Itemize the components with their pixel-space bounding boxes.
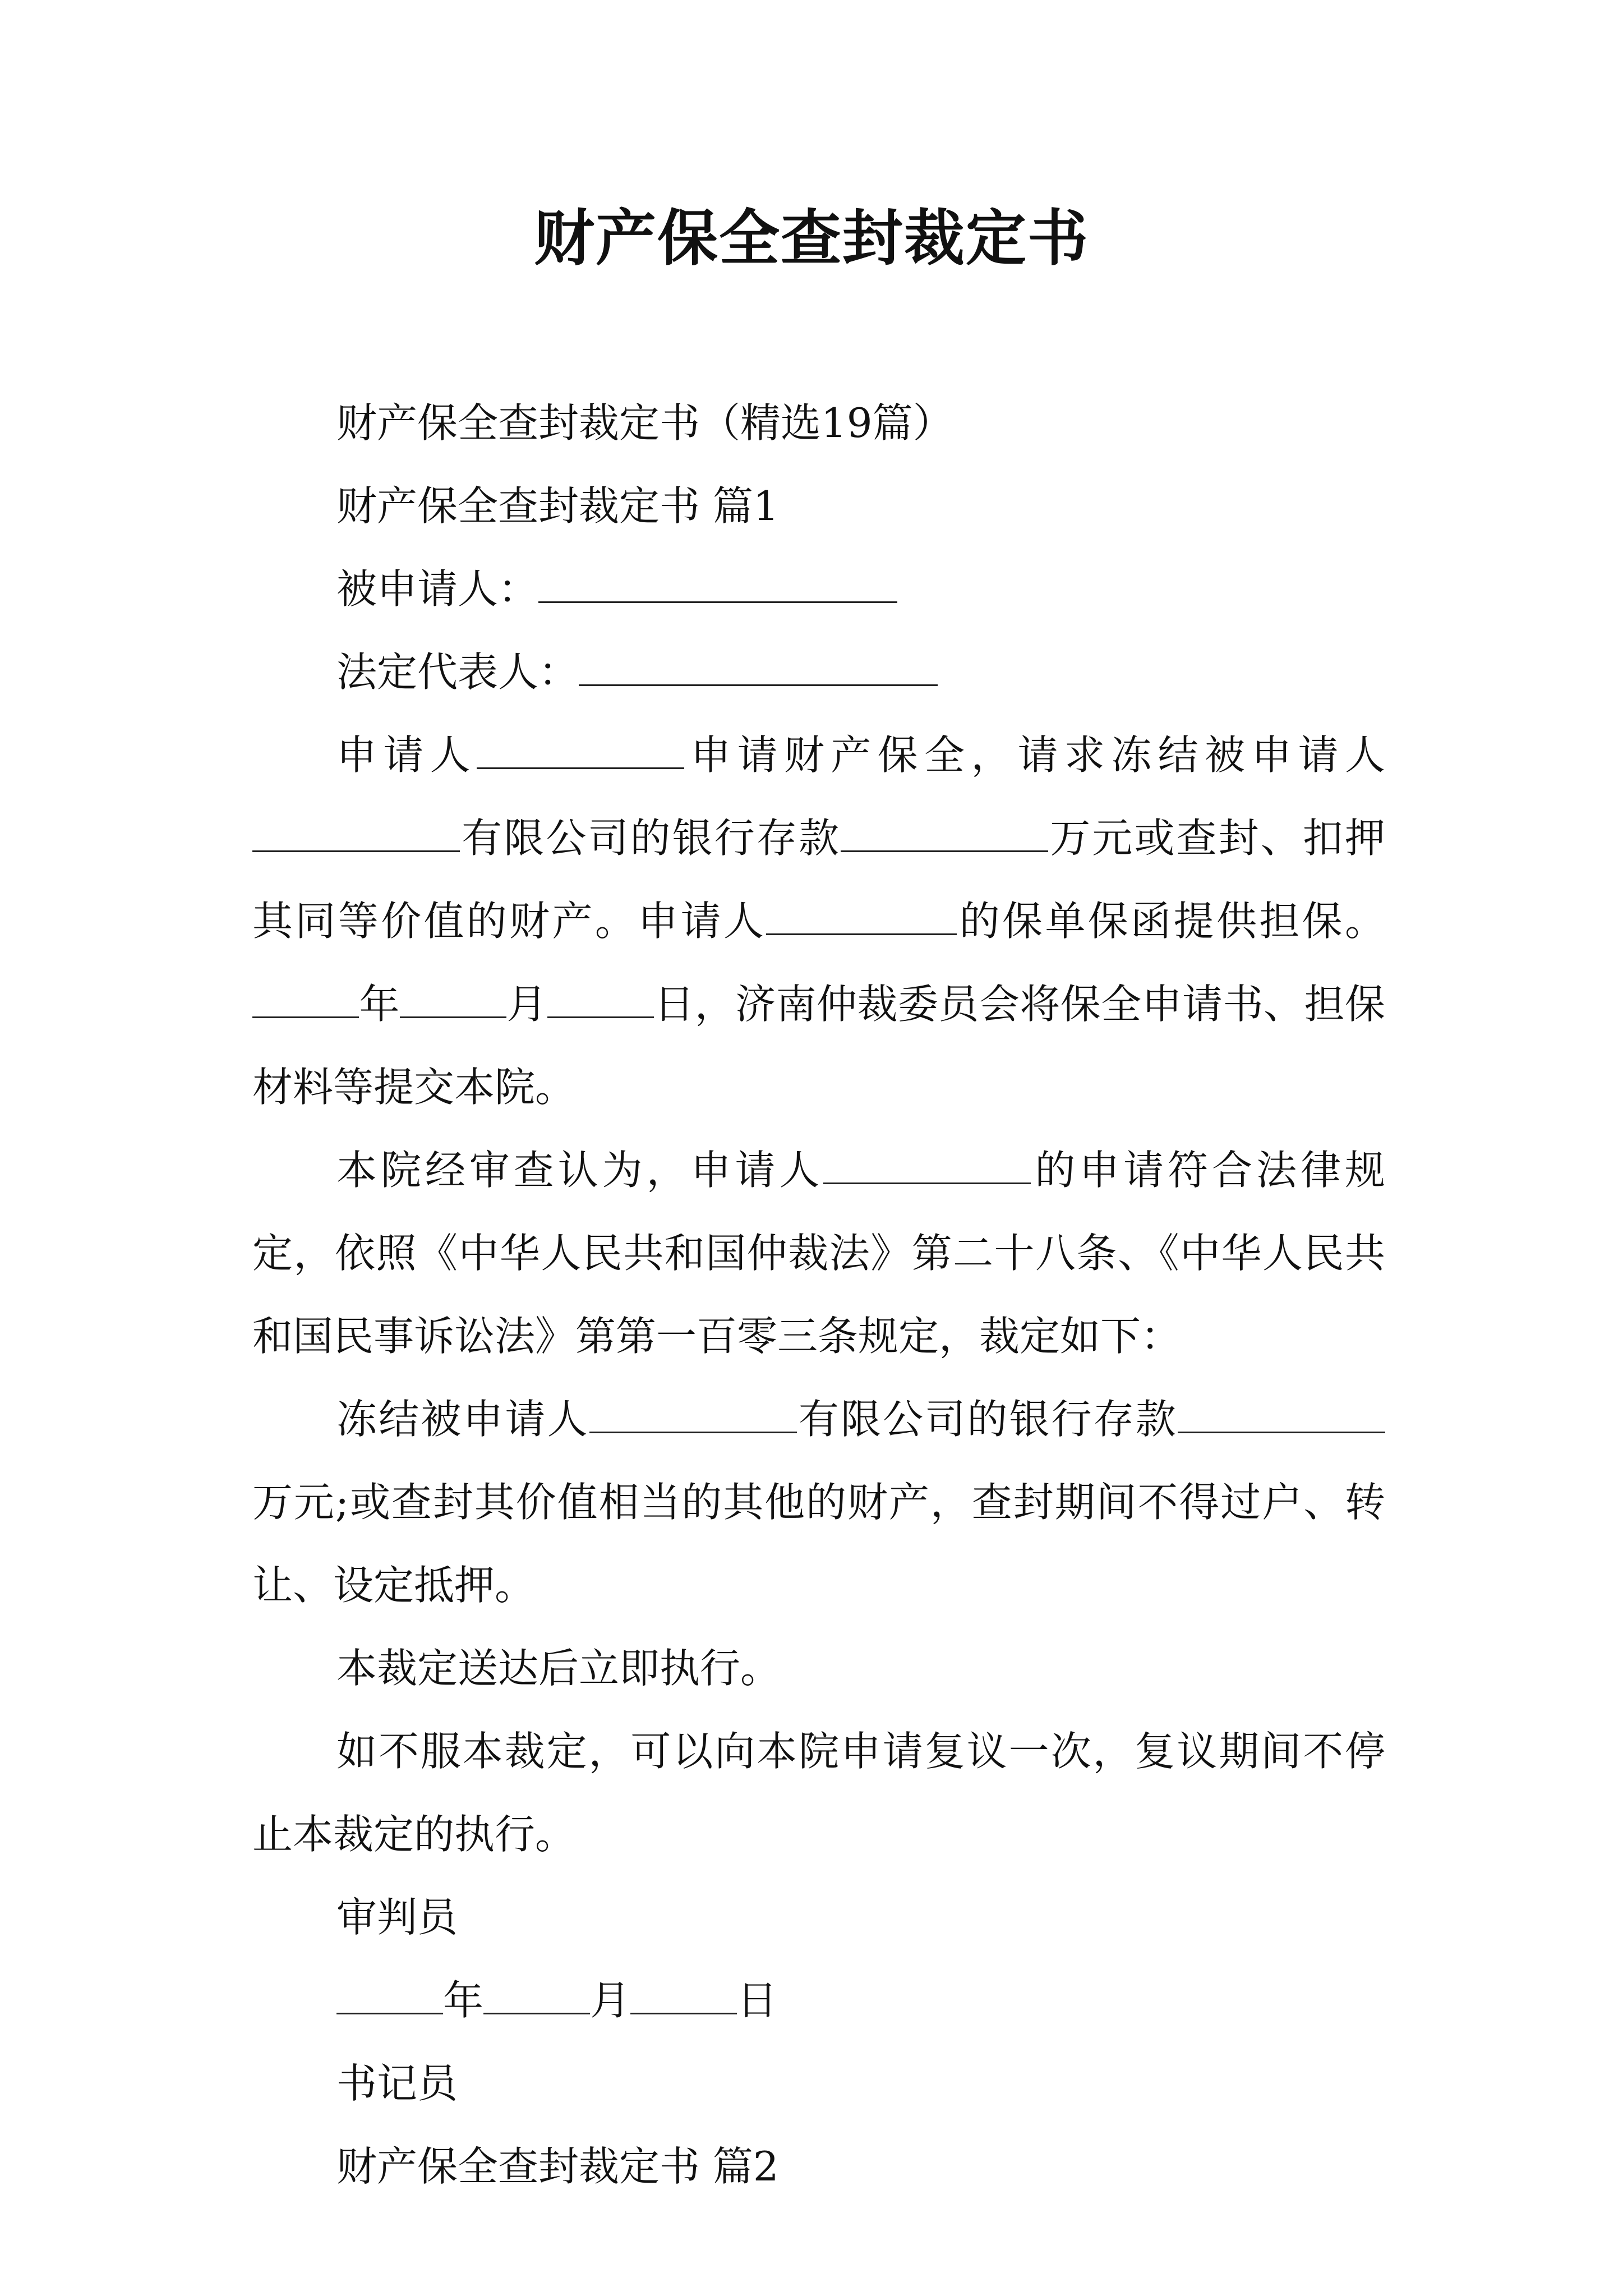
sig-month: 月 <box>590 1977 631 2024</box>
document-subtitle: 财产保全查封裁定书（精选19篇） <box>336 399 953 447</box>
judge-label: 审判员 <box>336 1894 458 1941</box>
section-heading-2: 财产保全查封裁定书 篇2 <box>336 2143 779 2190</box>
para1-text-5: 的保单保函提供担保。 <box>957 898 1385 945</box>
para1-year: 年 <box>359 981 400 1028</box>
sig-year-blank <box>336 1978 443 2014</box>
ruling-amount-blank <box>1178 1397 1385 1433</box>
amount-blank <box>841 816 1048 852</box>
legal-rep-blank <box>579 650 938 686</box>
para1-text-2: 申请财产保全，请求冻结被申请人 <box>684 731 1385 779</box>
paragraph-execution: 本裁定送达后立即执行。 <box>336 1645 781 1692</box>
review-applicant-blank <box>823 1148 1031 1184</box>
legal-rep-line <box>252 631 1385 714</box>
para3-text-1: 冻结被申请人 <box>336 1396 589 1443</box>
paragraph-review <box>252 1129 1385 1378</box>
respondent-line <box>252 547 1385 631</box>
para1-text-1: 申请人 <box>336 731 477 779</box>
para1-month: 月 <box>506 981 547 1028</box>
para3-text-2: 有限公司的银行存款 <box>796 1396 1178 1443</box>
para1-text-6: 日，济南仲裁委员会将保全申请书、担保材料等提交本院。 <box>252 981 1385 1111</box>
para2-text-1: 本院经审查认为，申请人 <box>336 1147 824 1194</box>
document-body <box>252 381 1385 2208</box>
para1-text-4: 万元或查封、扣押其同等价值的财产。申请人 <box>252 815 1385 945</box>
paragraph-appeal: 如不服本裁定，可以向本院申请复议一次，复议期间不停止本裁定的执行。 <box>252 1728 1385 1858</box>
para1-text-3: 有限公司的银行存款 <box>460 815 841 862</box>
sig-day: 日 <box>737 1977 778 2024</box>
para2-text-2: 的申请符合法律规定，依照《中华人民共和国仲裁法》第二十八条、《中华人民共和国民事诉讼法》第第一百零三条规定，裁定如下： <box>252 1147 1385 1360</box>
para3-text-3: 万元;或查封其价值相当的其他的财产，查封期间不得过户、转让、设定抵押。 <box>252 1479 1385 1609</box>
year-blank <box>252 982 359 1018</box>
day-blank <box>547 982 654 1018</box>
paragraph-ruling <box>252 1378 1385 1627</box>
guarantor-blank <box>766 899 957 935</box>
document-title: 财产保全查封裁定书 <box>533 203 1089 274</box>
paragraph-application <box>252 714 1385 1129</box>
ruling-company-blank <box>589 1397 797 1433</box>
company-blank <box>252 816 460 852</box>
clerk-label: 书记员 <box>336 2060 458 2107</box>
applicant-blank <box>477 733 684 769</box>
sig-day-blank <box>630 1978 737 2014</box>
month-blank <box>400 982 506 1018</box>
sig-year: 年 <box>443 1977 484 2024</box>
respondent-label: 被申请人： <box>336 565 539 613</box>
legal-rep-label: 法定代表人： <box>336 648 579 696</box>
respondent-blank <box>538 567 897 603</box>
sig-month-blank <box>483 1978 590 2014</box>
signature-date-line <box>252 1959 1385 2042</box>
section-heading-1: 财产保全查封裁定书 篇1 <box>336 482 779 530</box>
